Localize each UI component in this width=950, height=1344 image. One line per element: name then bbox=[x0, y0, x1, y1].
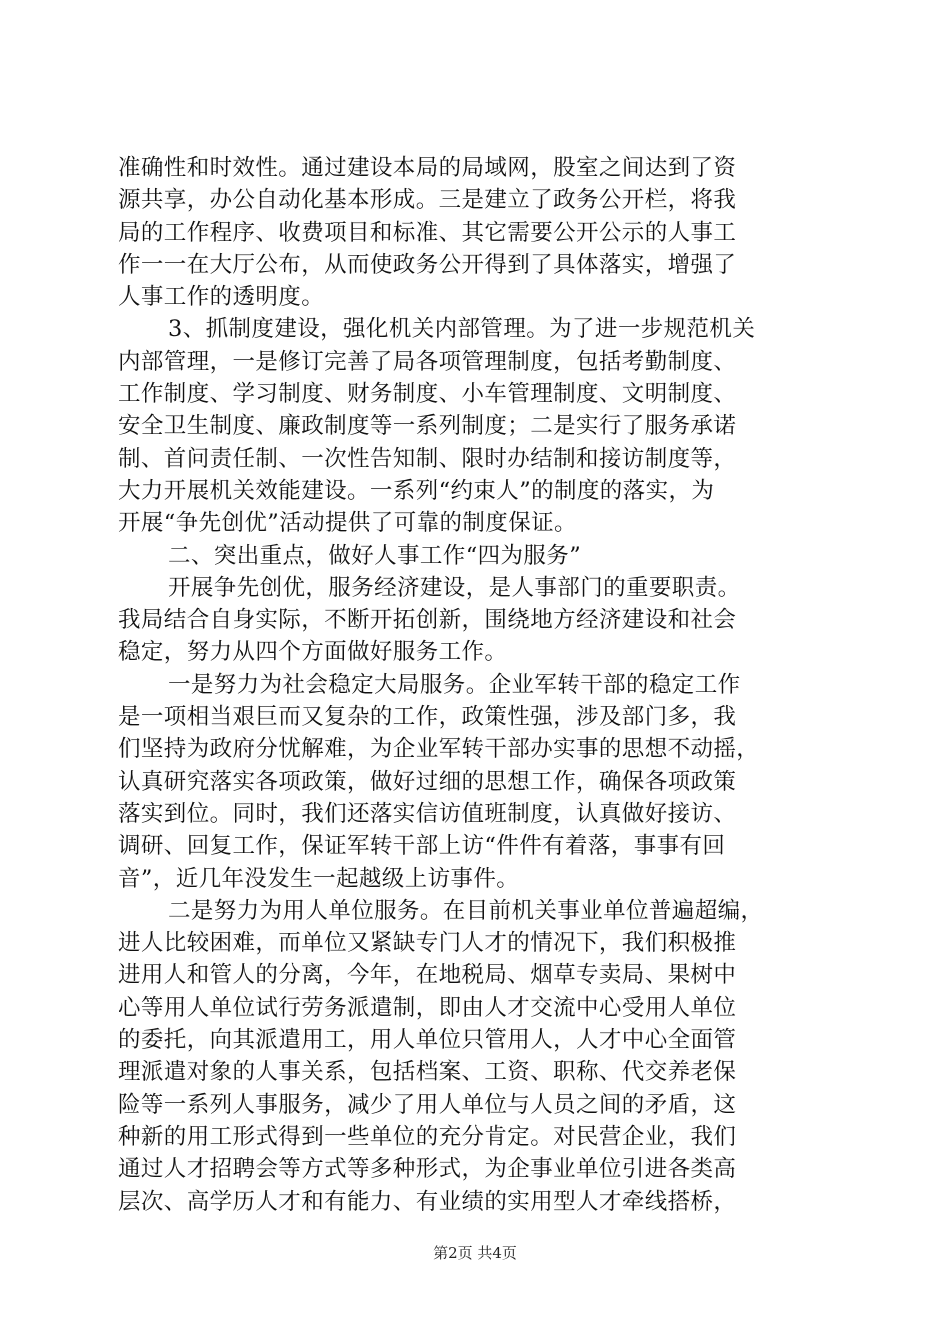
text-line: 准确性和时效性。通过建设本局的局域网，股室之间达到了资 bbox=[118, 155, 737, 181]
text-line: 稳定，努力从四个方面做好服务工作。 bbox=[118, 639, 508, 666]
paragraph-start-line: 3、抓制度建设，强化机关内部管理。为了进一步规范机关 bbox=[168, 316, 756, 343]
text-line: 我局结合自身实际，不断开拓创新，围绕地方经济建设和社会 bbox=[118, 607, 737, 634]
text-line: 层次、高学历人才和有能力、有业绩的实用型人才牵线搭桥， bbox=[118, 1188, 737, 1215]
text-line: 理派遣对象的人事关系，包括档案、工资、职称、代交养老保 bbox=[118, 1059, 737, 1086]
text-line: 的委托，向其派遣用工，用人单位只管用人，人才中心全面管 bbox=[118, 1027, 737, 1054]
text-line: 音”，近几年没发生一起越级上访事件。 bbox=[118, 865, 520, 892]
text-line: 大力开展机关效能建设。一系列“约束人”的制度的落实，为 bbox=[118, 477, 715, 504]
text-line: 作一一在大厅公布，从而使政务公开得到了具体落实，增强了 bbox=[118, 251, 737, 278]
text-line: 险等一系列人事服务，减少了用人单位与人员之间的矛盾，这 bbox=[118, 1091, 737, 1118]
text-line: 制、首问责任制、一次性告知制、限时办结制和接访制度等， bbox=[118, 445, 737, 472]
page-number-footer: 第2页 共4页 bbox=[433, 1244, 517, 1262]
document-body bbox=[118, 152, 830, 1218]
paragraph-start-line: 二是努力为用人单位服务。在目前机关事业单位普遍超编， bbox=[168, 897, 764, 924]
text-line: 们坚持为政府分忧解难，为企业军转干部办实事的思想不动摇， bbox=[118, 736, 760, 763]
text-line: 调研、回复工作，保证军转干部上访“件件有着落，事事有回 bbox=[118, 833, 726, 860]
text-line: 通过人才招聘会等方式等多种形式，为企事业单位引进各类高 bbox=[118, 1156, 737, 1183]
text-line: 开展“争先创优”活动提供了可靠的制度保证。 bbox=[118, 510, 577, 537]
text-line: 进用人和管人的分离，今年，在地税局、烟草专卖局、果树中 bbox=[118, 962, 737, 989]
text-line: 认真研究落实各项政策，做好过细的思想工作，确保各项政策 bbox=[118, 768, 737, 795]
text-line: 落实到位。同时，我们还落实信访值班制度，认真做好接访、 bbox=[118, 800, 737, 827]
text-line: 种新的用工形式得到一些单位的充分肯定。对民营企业，我们 bbox=[118, 1123, 737, 1150]
text-line: 是一项相当艰巨而又复杂的工作，政策性强，涉及部门多，我 bbox=[118, 704, 737, 731]
section-heading: 二、突出重点，做好人事工作“四为服务” bbox=[168, 542, 582, 569]
text-line: 内部管理，一是修订完善了局各项管理制度，包括考勤制度、 bbox=[118, 348, 737, 375]
paragraph-start-line: 开展争先创优，服务经济建设，是人事部门的重要职责。 bbox=[168, 574, 741, 601]
text-line: 进人比较困难，而单位又紧缺专门人才的情况下，我们积极推 bbox=[118, 930, 737, 957]
paragraph-start-line: 一是努力为社会稳定大局服务。企业军转干部的稳定工作 bbox=[168, 671, 741, 698]
text-line: 源共享，办公自动化基本形成。三是建立了政务公开栏，将我 bbox=[118, 187, 737, 214]
text-line: 工作制度、学习制度、财务制度、小车管理制度、文明制度、 bbox=[118, 381, 737, 408]
text-line: 局的工作程序、收费项目和标准、其它需要公开公示的人事工 bbox=[118, 219, 737, 246]
text-line: 心等用人单位试行劳务派遣制，即由人才交流中心受用人单位 bbox=[118, 994, 737, 1021]
text-line: 安全卫生制度、廉政制度等一系列制度；二是实行了服务承诺 bbox=[118, 413, 737, 440]
text-line: 人事工作的透明度。 bbox=[118, 284, 325, 311]
